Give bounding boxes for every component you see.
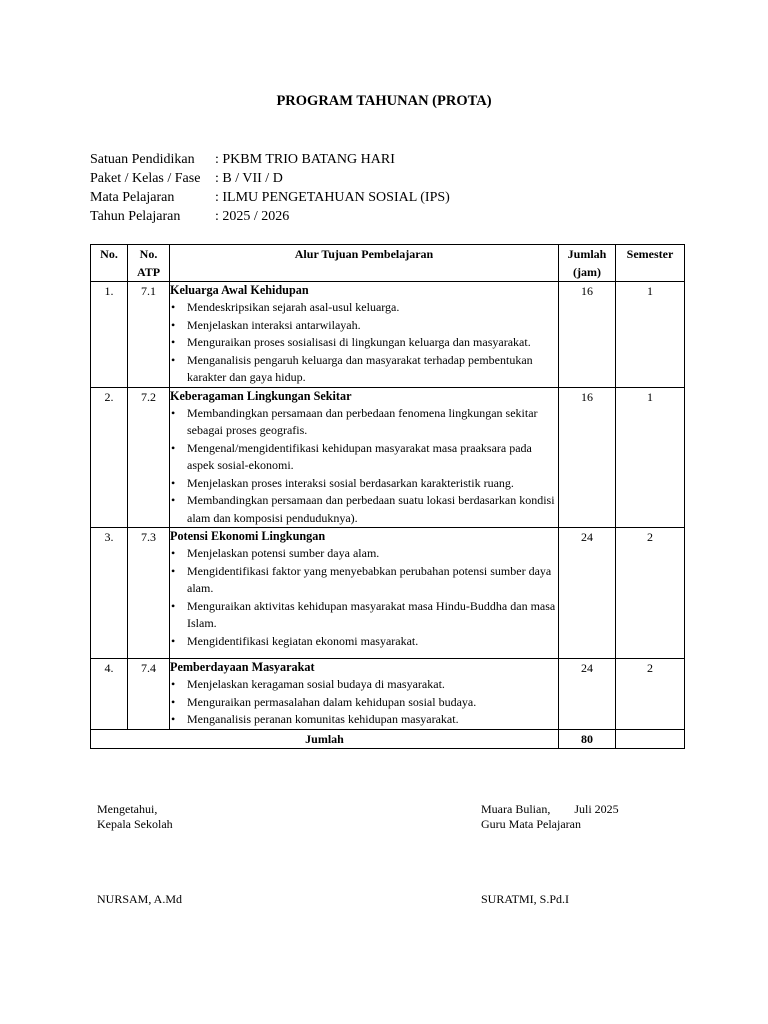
teacher-role: Guru Mata Pelajaran [481, 817, 581, 831]
info-value: : 2025 / 2026 [215, 209, 290, 224]
header-alur [170, 245, 559, 282]
row-atp: 7.2 [128, 387, 170, 528]
row-semester: 1 [616, 282, 685, 388]
bullet: • [171, 633, 176, 648]
table-row [91, 387, 685, 528]
list-item [170, 563, 558, 598]
info-value: : ILMU PENGETAHUAN SOSIAL (IPS) [215, 190, 450, 205]
bullet: • [171, 563, 176, 578]
list-item [170, 440, 558, 475]
bullet: • [171, 712, 176, 726]
bullet: • [171, 300, 176, 314]
list-item [170, 633, 558, 651]
objective-text: Mengenal/mengidentifikasi kehidupan masyarakat masa praaksara pada aspek sosial-ekonomi. [187, 440, 532, 472]
header-atp-line1: No. [139, 247, 158, 261]
info-row-paket [90, 169, 450, 188]
list-item [170, 317, 558, 335]
bullet: • [171, 598, 176, 613]
objective-text: Menguraikan proses sosialisasi di lingkungan keluarga dan masyarakat. [187, 335, 531, 349]
header-alur-text: Alur Tujuan Pembelajaran [294, 247, 434, 261]
header-atp [128, 245, 170, 282]
objective-text: Menjelaskan proses interaksi sosial berdasarkan karakteristik ruang. [187, 475, 514, 490]
table-row [91, 528, 685, 659]
row-no: 2. [91, 387, 128, 528]
table-row [91, 282, 685, 388]
bullet: • [171, 317, 176, 332]
objective-text: Mengidentifikasi faktor yang menyebabkan perubahan potensi sumber daya alam. [187, 563, 552, 595]
objective-text: Menganalisis peranan komunitas kehidupan masyarakat. [187, 712, 459, 726]
bullet: • [171, 493, 176, 507]
teacher-name: SURATMI, S.Pd.I [481, 892, 570, 906]
bullet: • [171, 694, 176, 709]
row-atp: 7.4 [128, 659, 170, 730]
header-jumlah-line2: (jam) [573, 265, 601, 279]
signature-right [481, 802, 619, 832]
bullet: • [171, 677, 176, 691]
topic-title: Keluarga Awal Kehidupan [170, 283, 309, 297]
bullet: • [171, 405, 176, 420]
list-item [170, 545, 558, 563]
info-row-tahun [90, 207, 450, 226]
topic-title: Pemberdayaan Masyarakat [170, 660, 315, 674]
info-value: : PKBM TRIO BATANG HARI [215, 152, 395, 167]
row-atp: 7.3 [128, 528, 170, 659]
table-row [91, 659, 685, 730]
row-jam: 16 [559, 282, 616, 388]
objective-text: Menjelaskan interaksi antarwilayah. [187, 317, 361, 332]
header-no [91, 245, 128, 282]
bullet: • [171, 335, 176, 349]
prota-table [90, 244, 685, 749]
row-no: 4. [91, 659, 128, 730]
objective-list [170, 545, 558, 650]
list-item [170, 694, 558, 712]
objective-text: Mendeskripsikan sejarah asal-usul keluarga. [187, 300, 400, 314]
bullet: • [171, 475, 176, 490]
list-item [170, 334, 558, 352]
total-row [91, 729, 685, 748]
row-content [170, 659, 559, 730]
list-item [170, 492, 558, 527]
objective-list [170, 676, 558, 729]
row-content [170, 282, 559, 388]
identity-block [90, 150, 450, 226]
row-no: 1. [91, 282, 128, 388]
info-label: Tahun Pelajaran [90, 209, 181, 224]
row-content [170, 528, 559, 659]
objective-text: Menganalisis pengaruh keluarga dan masyarakat terhadap pembentukan karakter dan gaya hidup. [187, 352, 533, 384]
info-label: Satuan Pendidikan [90, 152, 195, 167]
row-no: 3. [91, 528, 128, 659]
bullet: • [171, 352, 176, 367]
list-item [170, 299, 558, 317]
objective-text: Menguraikan aktivitas kehidupan masyarakat masa Hindu-Buddha dan masa Islam. [187, 598, 556, 630]
list-item [170, 676, 558, 694]
page-title: PROGRAM TAHUNAN (PROTA) [276, 93, 492, 109]
header-jumlah-line1: Jumlah [567, 247, 607, 261]
row-semester: 1 [616, 387, 685, 528]
signature-left [97, 802, 173, 832]
bullet: • [171, 440, 176, 455]
list-item [170, 352, 558, 387]
header-no-text: No. [100, 247, 118, 261]
header-jumlah [559, 245, 616, 282]
objective-text: Mengidentifikasi kegiatan ekonomi masyarakat. [187, 633, 419, 648]
row-atp: 7.1 [128, 282, 170, 388]
bullet: • [171, 546, 176, 560]
info-label: Paket / Kelas / Fase [90, 171, 201, 186]
objective-text: Menguraikan permasalahan dalam kehidupan sosial budaya. [187, 694, 477, 709]
topic-title: Potensi Ekonomi Lingkungan [170, 529, 326, 543]
info-value: : B / VII / D [215, 171, 283, 186]
row-semester: 2 [616, 528, 685, 659]
total-semester-empty [616, 729, 685, 748]
row-jam: 16 [559, 387, 616, 528]
objective-list [170, 299, 558, 387]
table-header-row [91, 245, 685, 282]
list-item [170, 475, 558, 493]
total-value: 80 [559, 729, 616, 748]
header-semester-text: Semester [626, 247, 674, 261]
list-item [170, 405, 558, 440]
list-item [170, 598, 558, 633]
header-semester [616, 245, 685, 282]
header-atp-line2: ATP [136, 265, 161, 279]
list-item [170, 711, 558, 729]
row-content [170, 387, 559, 528]
info-row-mapel [90, 188, 450, 207]
row-semester: 2 [616, 659, 685, 730]
total-label: Jumlah [91, 729, 559, 748]
objective-text: Menjelaskan potensi sumber daya alam. [187, 546, 380, 560]
acknowledge-text: Mengetahui, [97, 802, 158, 816]
row-jam: 24 [559, 659, 616, 730]
principal-name: NURSAM, A.Md [97, 892, 183, 906]
topic-title: Keberagaman Lingkungan Sekitar [170, 388, 352, 403]
row-jam: 24 [559, 528, 616, 659]
objective-text: Membandingkan persamaan dan perbedaan fenomena lingkungan sekitar sebagai proses geografis. [187, 405, 538, 437]
objective-list [170, 405, 558, 528]
principal-role: Kepala Sekolah [97, 817, 173, 831]
info-row-satuan [90, 150, 450, 169]
objective-text: Membandingkan persamaan dan perbedaan suatu lokasi berdasarkan kondisi alam dan komposisi penduduknya). [187, 493, 555, 525]
info-label: Mata Pelajaran [90, 190, 175, 205]
objective-text: Menjelaskan keragaman sosial budaya di masyarakat. [187, 677, 445, 691]
place-date: Muara Bulian, Juli 2025 [481, 802, 619, 816]
